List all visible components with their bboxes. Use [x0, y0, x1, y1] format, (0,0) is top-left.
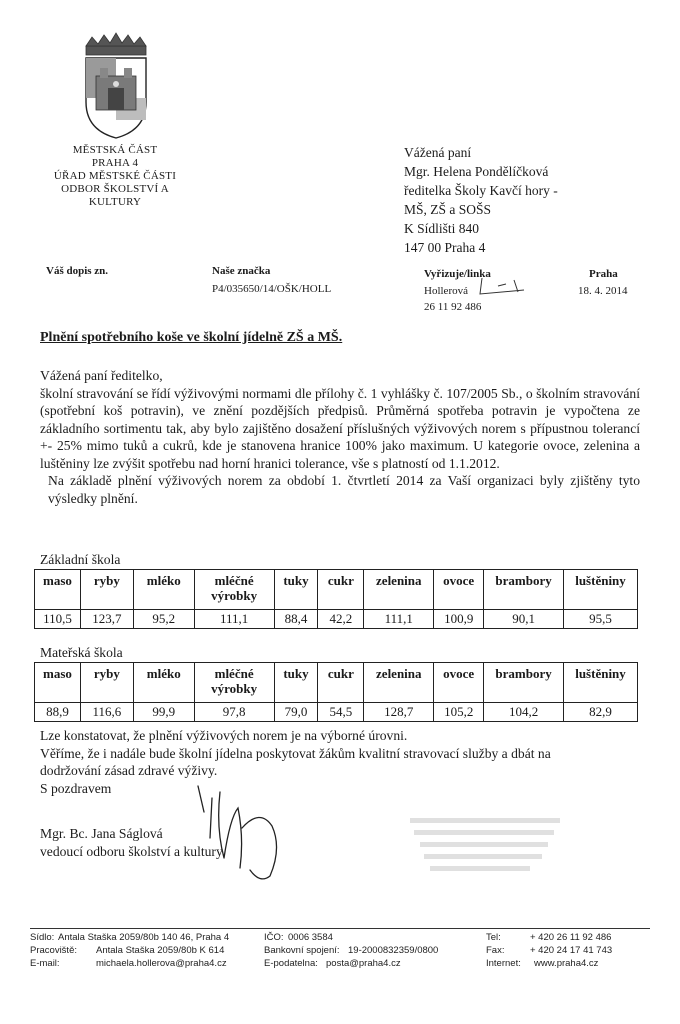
addressee-line: Vážená paní: [404, 145, 472, 160]
table-cell: 90,1: [484, 610, 564, 629]
column-header: maso: [35, 663, 81, 703]
column-header: ryby: [80, 570, 133, 610]
table-row: [35, 703, 638, 722]
addressee-line: MŠ, ZŠ a SOŠS: [404, 202, 492, 217]
table-cell: 105,2: [434, 703, 484, 722]
footer-email-label: E-mail:: [30, 958, 60, 969]
addressee-block: [404, 143, 558, 257]
body-paragraph: školní stravování se řídí výživovými normami dle přílohy č. 1 vyhlášky č. 107/2005 Sb., o školním stravování (spotřební koš potravin), ve znění pozdějších předpisů. Průměrná spotřeba potravin je vypočtena ze základního sortimentu tak, aby bylo zajištěno dosažení příslušných výživových norem s přípustnou tolerancí +- 25% mimo tuků a cukrů, kde je stanovena hranice 100% jako maximum. U kategorie ovoce, zelenina a luštěniny lze zvýšit spotřebu nad horní hranici tolerance, vše s platností od 1.1.2012.: [40, 385, 640, 471]
column-header: cukr: [318, 663, 364, 703]
column-header: mléko: [133, 663, 194, 703]
column-header: cukr: [318, 570, 364, 610]
addressee-line: 147 00 Praha 4: [404, 240, 486, 255]
footer-internet-label: Internet:: [486, 958, 521, 969]
table-cell: 95,2: [133, 610, 194, 629]
your-letter-label: Váš dopis zn.: [46, 265, 109, 277]
coat-of-arms-logo: [78, 32, 154, 142]
office-line: PRAHA 4: [91, 157, 139, 169]
column-header: luštěniny: [564, 663, 638, 703]
column-header: mléko: [133, 570, 194, 610]
letter-subject: Plnění spotřebního koše ve školní jídelně ZŠ a MŠ.: [40, 330, 343, 345]
column-header: mléčné výrobky: [194, 570, 274, 610]
footer-bank-label: Bankovní spojení:: [264, 945, 340, 956]
table-title-primary-school: Základní škola: [40, 552, 121, 567]
table-cell: 88,9: [35, 703, 81, 722]
column-header: brambory: [484, 570, 564, 610]
column-header: tuky: [274, 663, 318, 703]
office-line: ÚŘAD MĚSTSKÉ ČÁSTI: [53, 170, 177, 182]
signatory-name: Mgr. Bc. Jana Ságlová: [40, 826, 163, 841]
primary-school-table: [34, 569, 638, 629]
table-cell: 100,9: [434, 610, 484, 629]
table-cell: 79,0: [274, 703, 318, 722]
column-header: luštěniny: [564, 570, 638, 610]
footer-seat-label: Sídlo:: [30, 932, 55, 943]
table-cell: 99,9: [133, 703, 194, 722]
date-value: 18. 4. 2014: [578, 285, 628, 297]
table-cell: 97,8: [194, 703, 274, 722]
table-cell: 88,4: [274, 610, 318, 629]
body-paragraph: Na základě plnění výživových norem za období 1. čtvrtletí 2014 za Vaší organizaci byly zjištěny tyto výsledky plnění.: [48, 473, 640, 506]
column-header: tuky: [274, 570, 318, 610]
footer-workplace-label: Pracoviště:: [30, 945, 77, 956]
table-cell: 42,2: [318, 610, 364, 629]
handled-by-name: Hollerová: [424, 285, 468, 297]
place-label: Praha: [589, 268, 618, 280]
footer-workplace-value: Antala Staška 2059/80b K 614: [96, 945, 225, 956]
column-header: zelenina: [364, 663, 434, 703]
column-header: mléčné výrobky: [194, 663, 274, 703]
our-ref-label: Naše značka: [212, 265, 271, 277]
column-header: ovoce: [434, 570, 484, 610]
office-line: MĚSTSKÁ ČÁST: [72, 144, 158, 156]
closing-line: Lze konstatovat, že plnění výživových norem je na výborné úrovni.: [40, 728, 408, 743]
addressee-line: K Sídlišti 840: [404, 221, 480, 236]
footer-fax-label: Fax:: [486, 945, 505, 956]
initials-scribble: [478, 276, 528, 298]
footer-bank-value: 19-2000832359/0800: [348, 945, 439, 956]
signatory-title: vedoucí odboru školství a kultury: [40, 843, 223, 859]
table-header-row: [35, 570, 638, 610]
closing-line: dodržování zásad zdravé výživy.: [40, 763, 218, 778]
table-header-row: [35, 663, 638, 703]
table-cell: 54,5: [318, 703, 364, 722]
kindergarten-table: [34, 662, 638, 722]
closing-block: [40, 727, 650, 797]
salutation: Vážená paní ředitelko,: [40, 368, 163, 383]
office-line: ODBOR ŠKOLSTVÍ A: [61, 183, 169, 195]
closing-line: S pozdravem: [40, 780, 112, 796]
footer-email-value: michaela.hollerova@praha4.cz: [96, 958, 227, 969]
our-ref-value: P4/035650/14/OŠK/HOLL: [212, 283, 332, 295]
footer-fax-value: + 420 24 17 41 743: [530, 945, 613, 956]
page-footer: [30, 928, 650, 929]
footer-podatelna-value: posta@praha4.cz: [326, 958, 401, 969]
faded-office-stamp: [400, 812, 570, 882]
footer-ico-value: 0006 3584: [288, 932, 333, 943]
column-header: maso: [35, 570, 81, 610]
table-cell: 82,9: [564, 703, 638, 722]
letter-body: [40, 367, 640, 507]
footer-ico-label: IČO:: [264, 932, 284, 943]
table-cell: 110,5: [35, 610, 81, 629]
table-cell: 104,2: [484, 703, 564, 722]
handled-by-label: Vyřizuje/linka: [424, 268, 491, 280]
handled-by-phone: 26 11 92 486: [424, 301, 482, 313]
column-header: ryby: [80, 663, 133, 703]
closing-line: Věříme, že i nadále bude školní jídelna poskytovat žákům kvalitní stravovací služby a dbát na: [40, 745, 551, 761]
footer-tel-label: Tel:: [486, 932, 501, 943]
table-cell: 111,1: [194, 610, 274, 629]
table-title-kindergarten: Mateřská škola: [40, 645, 123, 660]
office-line: KULTURY: [88, 196, 142, 208]
table-cell: 116,6: [80, 703, 133, 722]
footer-podatelna-label: E-podatelna:: [264, 958, 318, 969]
addressee-line: ředitelka Školy Kavčí hory -: [404, 183, 558, 198]
footer-seat-value: Antala Staška 2059/80b 140 46, Praha 4: [58, 932, 230, 943]
addressee-line: Mgr. Helena Pondělíčková: [404, 164, 549, 179]
table-cell: 128,7: [364, 703, 434, 722]
column-header: zelenina: [364, 570, 434, 610]
column-header: ovoce: [434, 663, 484, 703]
footer-internet-value: www.praha4.cz: [534, 958, 599, 969]
table-cell: 123,7: [80, 610, 133, 629]
column-header: brambory: [484, 663, 564, 703]
table-row: [35, 610, 638, 629]
table-cell: 95,5: [564, 610, 638, 629]
signatory-block: [40, 825, 223, 860]
table-cell: 111,1: [364, 610, 434, 629]
footer-tel-value: + 420 26 11 92 486: [530, 932, 612, 943]
issuing-office: [20, 144, 210, 209]
